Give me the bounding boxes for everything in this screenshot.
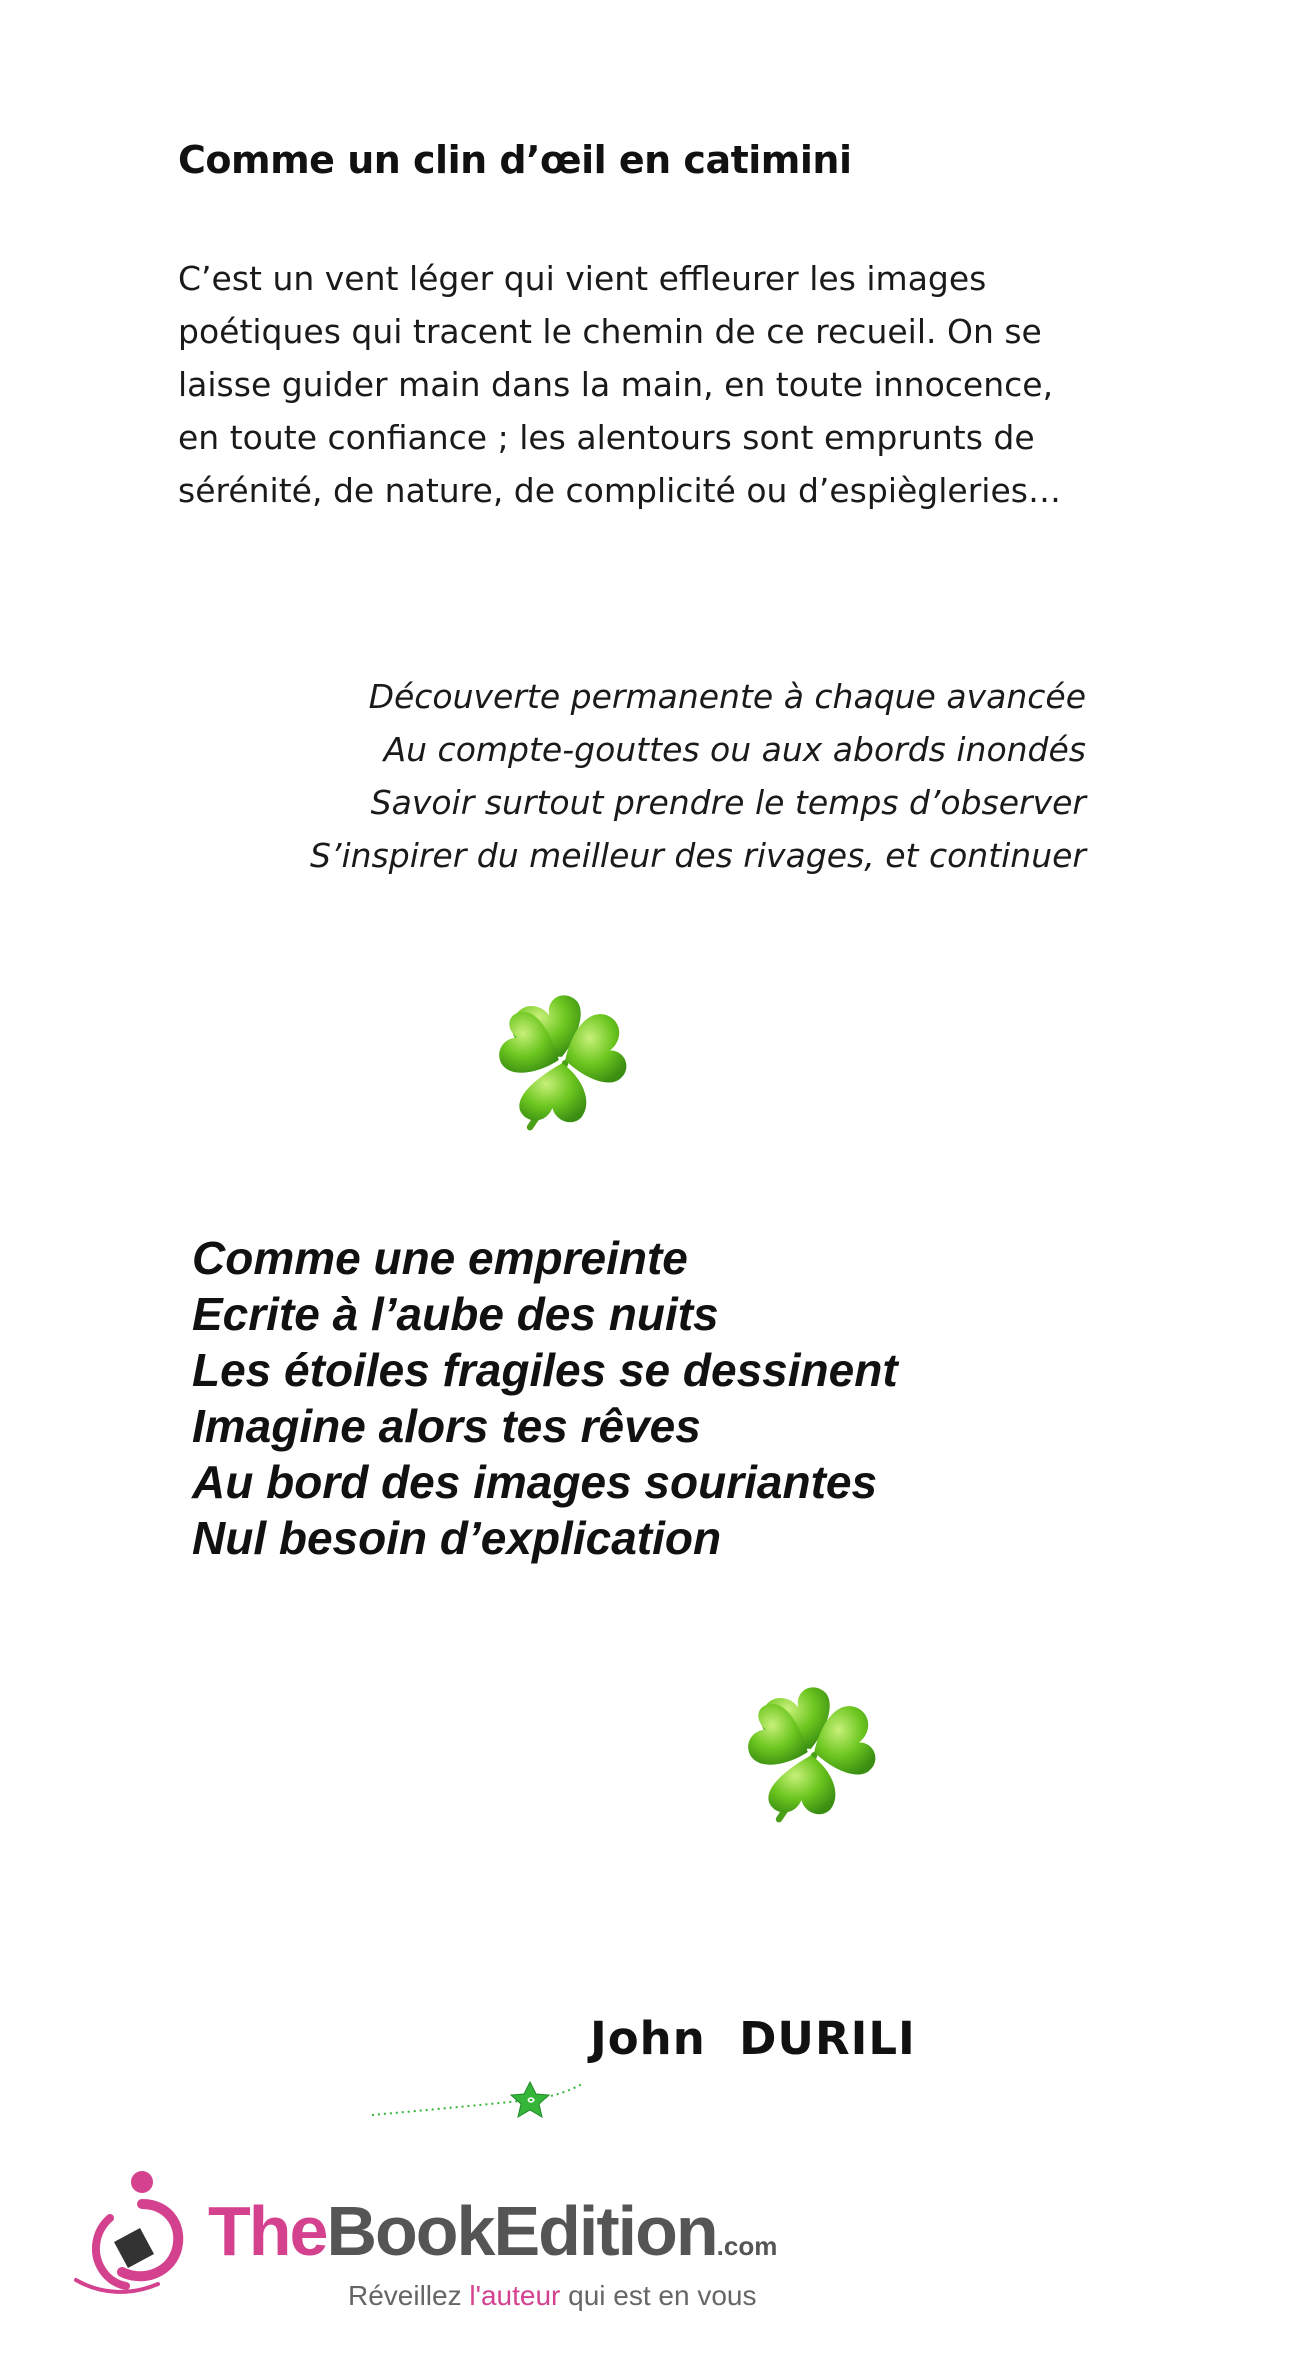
poem-stanza: [192, 1230, 898, 1566]
verse-line: Découverte permanente à chaque avancée: [368, 677, 1086, 716]
tagline-highlight: l'auteur: [469, 2280, 561, 2311]
verse-line: Savoir surtout prendre le temps d’observer: [370, 783, 1086, 822]
brand-name: BookEdition: [326, 2192, 717, 2270]
brand-prefix: The: [208, 2192, 327, 2270]
author-name: John DURILI: [590, 2012, 916, 2065]
intro-line: poétiques qui tracent le chemin de ce recueil. On se: [178, 312, 1042, 351]
brand-tagline: [348, 2280, 756, 2312]
intro-line: C’est un vent léger qui vient effleurer les images: [178, 259, 987, 298]
page-title: Comme un clin d’œil en catimini: [178, 138, 852, 182]
intro-line: en toute confiance ; les alentours sont emprunts de: [178, 418, 1035, 457]
poem-line: Ecrite à l’aube des nuits: [192, 1288, 719, 1340]
star-trail-decoration: [370, 2060, 590, 2120]
four-leaf-clover-icon: [482, 980, 642, 1140]
thebookedition-logo-icon: [70, 2168, 200, 2298]
poem-line: Comme une empreinte: [192, 1232, 688, 1284]
italic-verses: [310, 670, 1086, 882]
star-icon: [511, 2082, 549, 2117]
intro-line: sérénité, de nature, de complicité ou d’espiègleries…: [178, 471, 1061, 510]
verse-line: S’inspirer du meilleur des rivages, et continuer: [310, 836, 1086, 875]
poem-line: Au bord des images souriantes: [192, 1456, 878, 1508]
brand-suffix: .com: [716, 2231, 778, 2261]
poem-line: Imagine alors tes rêves: [192, 1400, 701, 1452]
poem-line: Les étoiles fragiles se dessinent: [192, 1344, 898, 1396]
tagline-start: Réveillez: [348, 2280, 470, 2311]
four-leaf-clover-icon: [731, 1672, 891, 1832]
brand-wordmark: [208, 2192, 778, 2270]
poem-line: Nul besoin d’explication: [192, 1512, 722, 1564]
tagline-end: qui est en vous: [560, 2280, 757, 2311]
intro-paragraph: [178, 252, 1118, 517]
verse-line: Au compte-gouttes ou aux abords inondés: [383, 730, 1086, 769]
intro-line: laisse guider main dans la main, en toute innocence,: [178, 365, 1054, 404]
